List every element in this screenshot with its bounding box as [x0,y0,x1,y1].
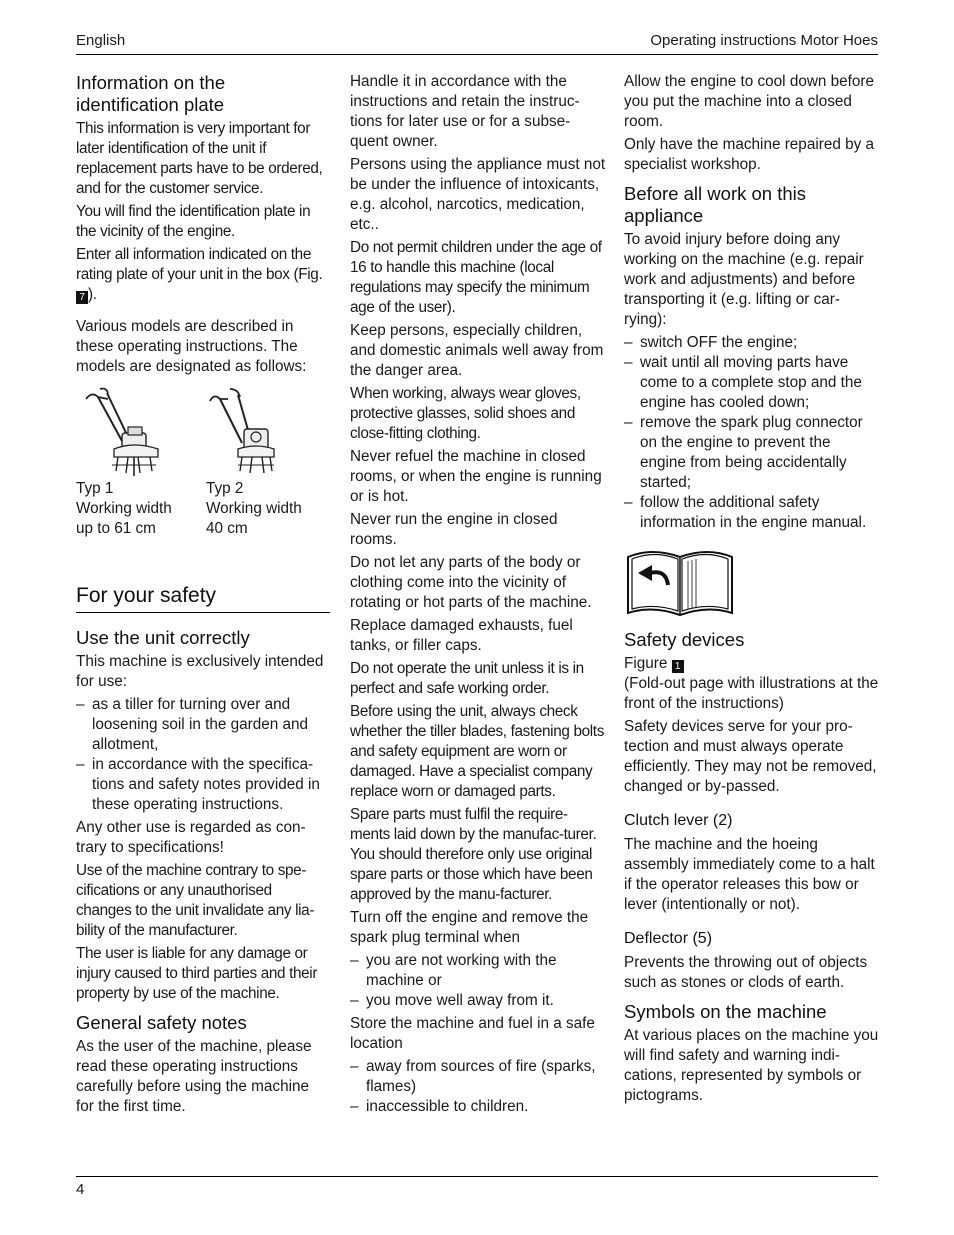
paragraph: The machine and the hoeing assembly immediately come to a halt if the operator releases this bow or lever (intentionally or not). [624,836,875,913]
page-header [76,30,878,55]
model-width-label: Working width [206,500,302,517]
list-item: – in accordance with the specifica-tions and safety notes provided in these operating instructions. [76,755,330,815]
fold-out-book-icon [626,547,734,619]
models-figure [76,387,330,561]
text: Enter all information indicated on the rating plate of your unit in the box (Fig. [76,246,323,283]
paragraph: Do not let any parts of the body or clothing come into the vicinity of rotating or hot parts of the machine. [350,554,592,611]
list-item: – you are not working with the machine or [350,951,606,991]
column-2 [350,72,606,1120]
before-work-list [624,333,880,533]
section-title-safety: For your safety [76,583,330,613]
column-1 [76,72,330,1120]
stop-engine-list [350,951,606,1011]
list-item: – follow the additional safety information in the engine manual. [624,493,880,533]
paragraph: Never refuel the machine in closed rooms, or when the engine is running or is hot. [350,448,602,505]
use-list [76,695,330,815]
paragraph: Prevents the throwing out of objects such as stones or clods of earth. [624,954,868,991]
paragraph: (Fold-out page with illustrations at the front of the instructions) [624,675,879,712]
paragraph: Replace damaged exhausts, fuel tanks, or filler caps. [350,617,573,654]
model-type-label: Typ 1 [76,480,114,497]
tiller-type2-icon [206,387,296,477]
paragraph: Any other use is regarded as con-trary to specifications! [76,819,306,856]
section-title-deflector: Deflector (5) [624,930,713,947]
figure-ref-badge: 7 [76,291,88,304]
paragraph: Do not permit children under the age of 16 to handle this machine (local regulations may specify the minimum age of the user). [350,239,602,316]
paragraph: This machine is exclusively intended for use: [76,653,324,690]
paragraph: Turn off the engine and remove the spark plug terminal when [350,909,589,946]
paragraph: This information is very important for later identification of the unit if replacement parts have to be ordered, and for the customer service. [76,120,323,197]
list-item: – as a tiller for turning over and loosening soil in the garden and allotment, [76,695,330,755]
model-type-1 [76,387,196,539]
list-item: – away from sources of fire (sparks, flames) [350,1057,606,1097]
section-title-general: General safety notes [76,1012,247,1033]
tiller-type1-icon [78,387,168,477]
paragraph: As the user of the machine, please read these operating instructions carefully before using the machine for the first time. [76,1038,312,1115]
list-item: – inaccessible to children. [350,1097,606,1117]
model-width-value: up to 61 cm [76,520,156,537]
model-width-value: 40 cm [206,520,248,537]
paragraph: You will find the identification plate in the vicinity of the engine. [76,203,311,240]
page-number: 4 [76,1181,85,1198]
paragraph: Allow the engine to cool down before you put the machine into a closed room. [624,73,875,130]
list-item: – switch OFF the engine; [624,333,880,353]
paragraph: Only have the machine repaired by a specialist workshop. [624,136,874,173]
list-item: – you move well away from it. [350,991,606,1011]
header-doc-title: Operating instructions Motor Hoes [650,32,878,49]
section-title-symbols: Symbols on the machine [624,1001,827,1022]
column-3 [624,72,880,1109]
paragraph: When working, always wear gloves, protective glasses, solid shoes and close-fitting clothing. [350,385,581,442]
text: Figure [624,655,672,672]
paragraph: Before using the unit, always check whether the tiller blades, fastening bolts and safety equipment are worn or damaged. Have a specialist company replace worn or damaged parts. [350,703,605,800]
paragraph: The user is liable for any damage or injury caused to third parties and their property by use of the machine. [76,945,318,1002]
paragraph: At various places on the machine you will find safety and warning indi-cations, represented by symbols or pictograms. [624,1027,879,1104]
footer-rule [76,1176,878,1177]
paragraph: Store the machine and fuel in a safe location [350,1015,595,1052]
storage-list [350,1057,606,1117]
paragraph: Handle it in accordance with the instructions and retain the instruc-tions for later use or for a subse-quent owner. [350,73,580,150]
model-type-label: Typ 2 [206,480,244,497]
text: ). [88,286,97,303]
section-title-clutch: Clutch lever (2) [624,812,733,829]
model-width-label: Working width [76,500,172,517]
section-title-before-work: Before all work on this appliance [624,183,807,226]
paragraph: Use of the machine contrary to spe-cifications or any unauthorised changes to the unit invalidate any lia-bility of the manufacturer. [76,862,315,939]
header-language: English [76,32,126,49]
paragraph: Persons using the appliance must not be under the influence of intoxicants, e.g. alcohol, narcotics, medication, etc.. [350,156,606,233]
list-item: – wait until all moving parts have come to a complete stop and the engine has cooled down; [624,353,880,413]
paragraph: Never run the engine in closed rooms. [350,511,558,548]
paragraph: Keep persons, especially children, and domestic animals well away from the danger area. [350,322,604,379]
paragraph: To avoid injury before doing any working on the machine (e.g. repair work and adjustments) and before transporting it (e.g. lifting or car-rying): [624,231,864,328]
paragraph: Various models are described in these operating instructions. The models are designated as follows: [76,318,307,375]
figure-reference [624,654,880,674]
list-item: – remove the spark plug connector on the engine to prevent the engine from being accidentally started; [624,413,880,493]
paragraph: Safety devices serve for your pro-tection and must always operate efficiently. They may not be removed, changed or by-passed. [624,718,877,795]
section-title-id-plate: Information on the identification plate [76,72,226,115]
model-type-2 [206,387,326,539]
paragraph: Spare parts must fulfil the require-ments laid down by the manufac-turer. You should therefore only use original spare parts or those which have been approved by the manu-facturer. [350,806,597,903]
paragraph: Do not operate the unit unless it is in perfect and safe working order. [350,660,584,697]
section-title-safety-devices: Safety devices [624,629,745,650]
section-title-use-correctly: Use the unit correctly [76,627,250,648]
figure-ref-badge: 1 [672,660,684,673]
paragraph [76,245,330,305]
